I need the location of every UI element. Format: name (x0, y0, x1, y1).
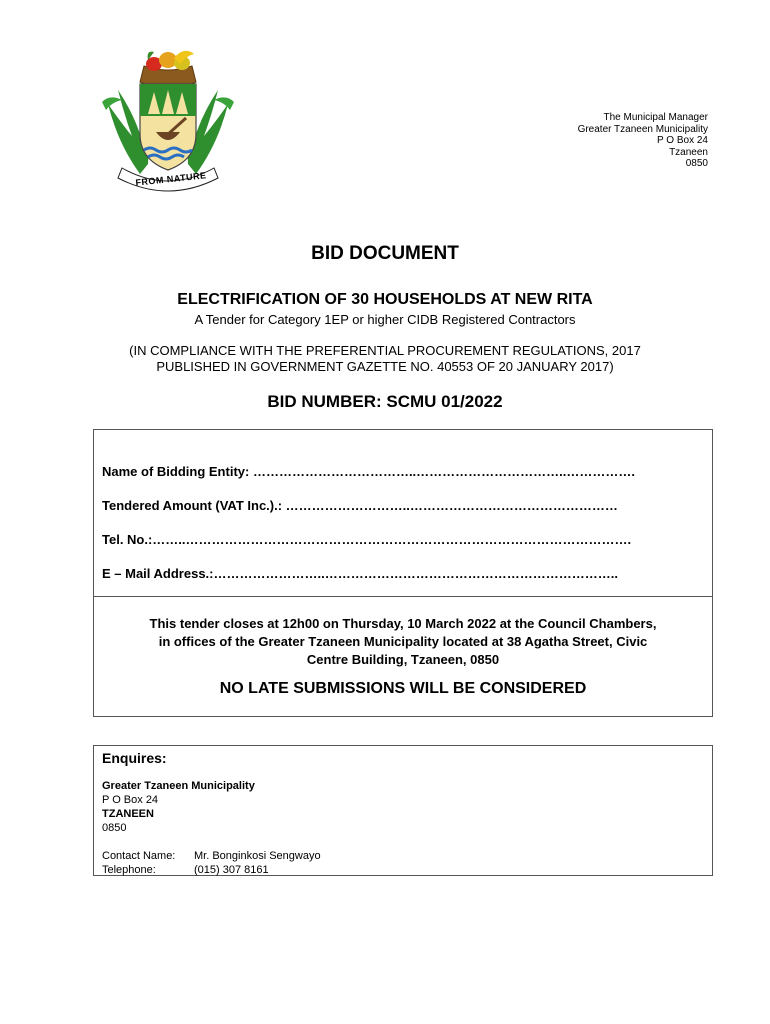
project-title: ELECTRIFICATION OF 30 HOUSEHOLDS AT NEW RITA (177, 291, 593, 308)
address-line: The Municipal Manager (603, 112, 708, 123)
contact-name-row (102, 849, 321, 863)
email-field[interactable]: E – Mail Address.:……………………..………………………………………………………….. (102, 566, 618, 581)
section-divider (94, 596, 712, 597)
tender-subtitle: A Tender for Category 1EP or higher CIDB Registered Contractors (194, 312, 576, 327)
document-title: BID DOCUMENT (311, 243, 459, 264)
telephone-label: Telephone: (102, 864, 156, 876)
municipal-coat-of-arms-logo (88, 44, 248, 194)
compliance-line: PUBLISHED IN GOVERNMENT GAZETTE NO. 40553 OF 20 JANUARY 2017) (156, 359, 614, 374)
enquiries-box-line: P O Box 24 (102, 794, 159, 806)
late-submission-notice: NO LATE SUBMISSIONS WILL BE CONSIDERED (219, 680, 587, 697)
recipient-address (578, 112, 708, 170)
enquiries-address (102, 779, 255, 835)
compliance-line: (IN COMPLIANCE WITH THE PREFERENTIAL PROCUREMENT REGULATIONS, 2017 (129, 343, 641, 358)
bidder-details-box (93, 429, 713, 717)
contact-details (102, 849, 321, 877)
closing-line: in offices of the Greater Tzaneen Municipality located at 38 Agatha Street, Civic (158, 634, 648, 649)
bidding-entity-field[interactable]: Name of Bidding Entity: ………………………………..……………………………..……………. (102, 464, 635, 479)
telephone-row (102, 863, 321, 877)
address-line: 0850 (685, 158, 708, 170)
address-line: Greater Tzaneen Municipality (577, 123, 708, 135)
contact-name-value: Mr. Bonginkosi Sengwayo (194, 850, 321, 862)
tendered-amount-field[interactable]: Tendered Amount (VAT Inc.).: ………………………..………………………………………… (102, 498, 618, 513)
closing-line: Centre Building, Tzaneen, 0850 (306, 652, 500, 667)
enquiries-box (93, 745, 713, 876)
enquiries-heading: Enquires: (102, 750, 167, 766)
enquiries-town: TZANEEN (102, 808, 154, 820)
address-line: P O Box 24 (657, 135, 708, 147)
enquiries-org: Greater Tzaneen Municipality (102, 780, 255, 792)
compliance-note (0, 343, 770, 375)
closing-statement (94, 615, 712, 669)
logo-motto: FROM NATURE (135, 170, 207, 188)
telephone-field[interactable]: Tel. No.:……..…………………………………………………………………………………………. (102, 532, 632, 547)
bid-number: BID NUMBER: SCMU 01/2022 (267, 392, 503, 411)
telephone-value[interactable]: (015) 307 8161 (194, 864, 269, 876)
contact-name-label: Contact Name: (102, 850, 176, 862)
closing-line: This tender closes at 12h00 on Thursday, 10 March 2022 at the Council Chambers, (149, 616, 657, 631)
address-line: Tzaneen (669, 146, 708, 158)
enquiries-code: 0850 (102, 822, 127, 834)
coat-of-arms-icon (88, 44, 248, 194)
